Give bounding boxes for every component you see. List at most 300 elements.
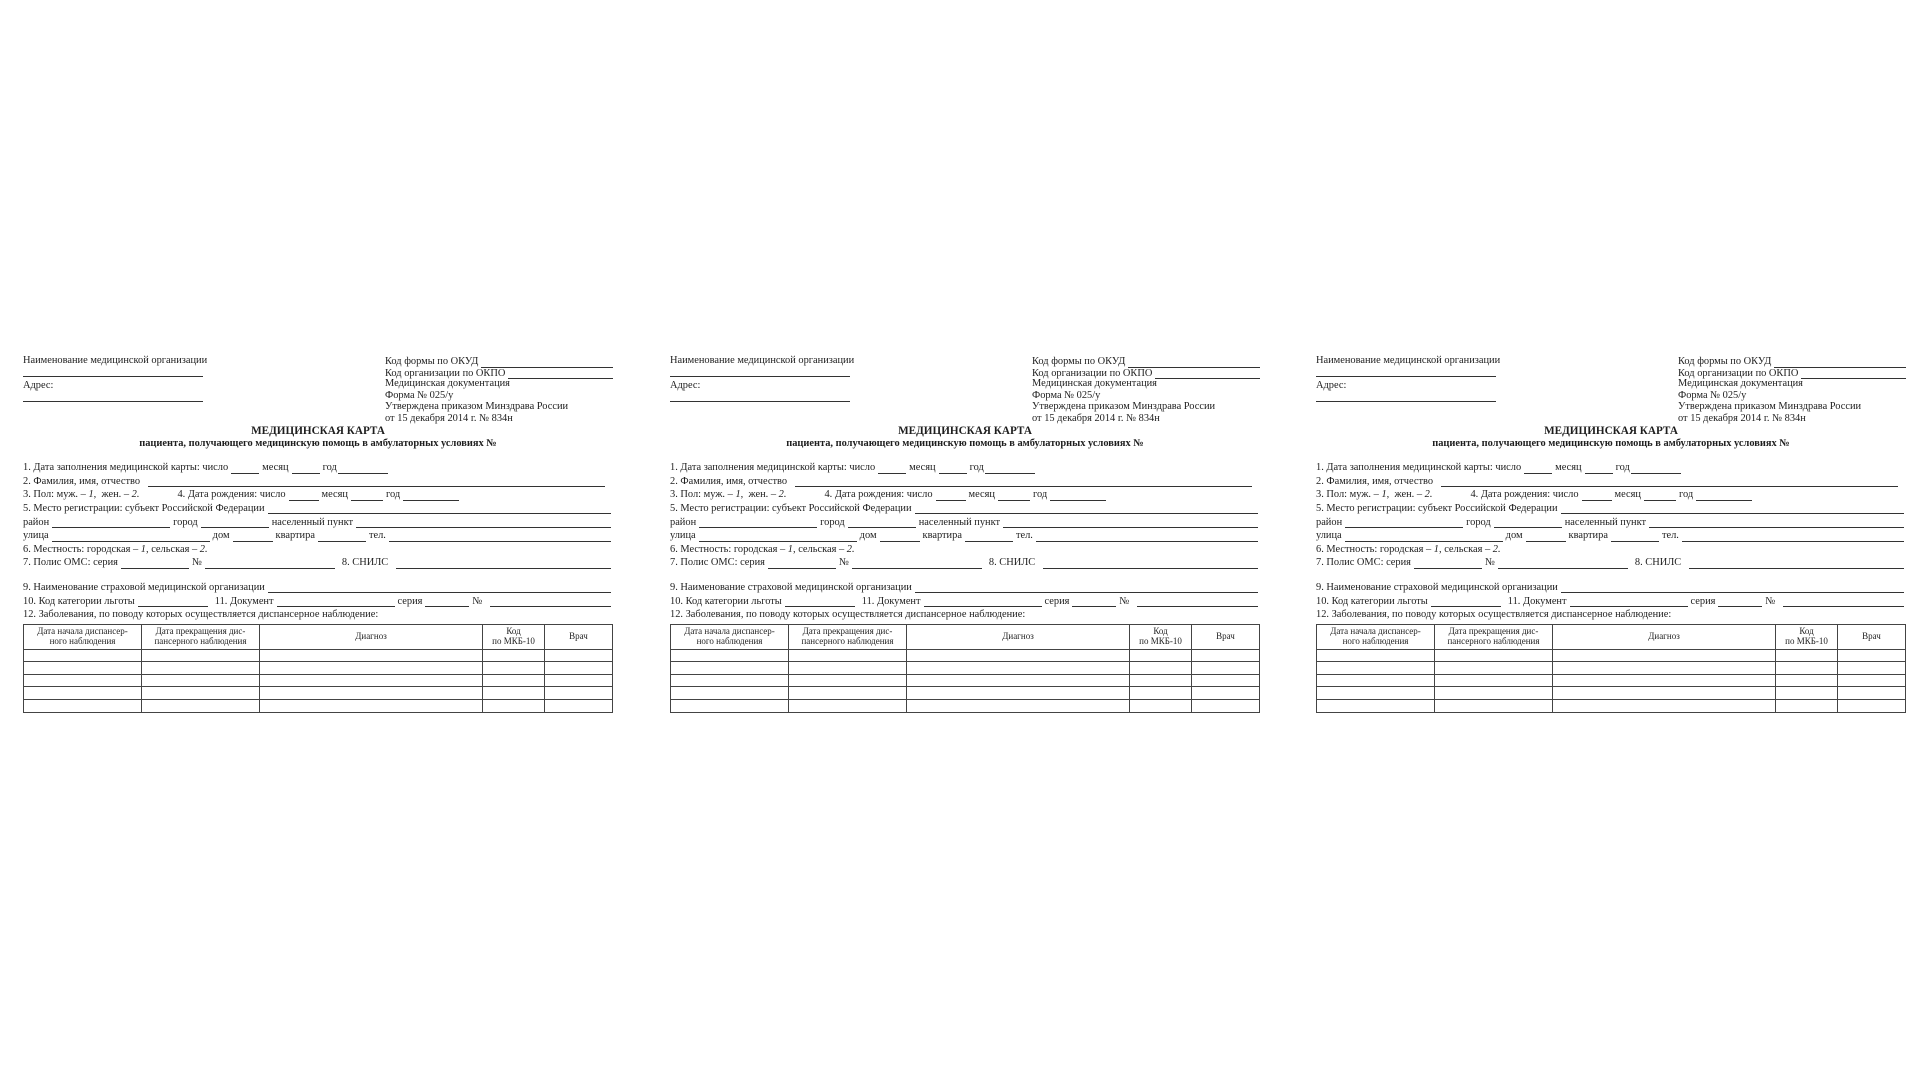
house-label: дом <box>212 530 230 542</box>
table-cell[interactable] <box>545 662 613 675</box>
full-name-line[interactable] <box>148 478 605 487</box>
female-code: 2. <box>778 489 787 501</box>
col-header-doctor <box>1838 624 1906 649</box>
okpo-label: Код организации по ОКПО <box>1032 367 1153 379</box>
table-cell[interactable] <box>1553 649 1776 662</box>
field-1-row <box>1316 460 1904 474</box>
header-line: Код <box>1153 626 1168 637</box>
field-7-label: 7. Полис ОМС: серия <box>1316 557 1411 569</box>
document-line[interactable] <box>924 598 1042 607</box>
city-line[interactable] <box>848 519 916 528</box>
table-cell[interactable] <box>1317 662 1435 675</box>
table-cell[interactable] <box>545 674 613 687</box>
org-name-label: Наименование медицинской организации <box>670 355 855 366</box>
table-cell[interactable] <box>483 699 545 712</box>
table-cell[interactable] <box>907 662 1130 675</box>
locality-line[interactable] <box>356 519 611 528</box>
phone-label: тел. <box>1015 530 1033 542</box>
table-cell[interactable] <box>907 687 1130 700</box>
table-cell[interactable] <box>142 662 260 675</box>
col-header-doctor <box>545 624 613 649</box>
org-name-label: Наименование медицинской организации <box>23 355 208 366</box>
birth-day-line[interactable] <box>936 492 966 501</box>
header-line: Диагноз <box>1648 630 1680 641</box>
table-cell[interactable] <box>671 699 789 712</box>
table-cell[interactable] <box>260 674 483 687</box>
col-header-diagnosis <box>907 624 1130 649</box>
male-code: 1, <box>735 489 744 501</box>
field-8-label: 8. СНИЛС <box>1634 557 1682 569</box>
field-1-label: 1. Дата заполнения медицинской карты: число <box>670 462 876 474</box>
table-cell[interactable] <box>789 674 907 687</box>
fill-date-year-line[interactable] <box>985 465 1035 474</box>
district-label: район <box>23 516 50 528</box>
table-cell[interactable] <box>24 687 142 700</box>
address-label: Адрес: <box>670 380 701 391</box>
table-cell[interactable] <box>1317 699 1435 712</box>
table-cell[interactable] <box>1838 649 1906 662</box>
field-12-label: 12. Заболевания, по поводу которых осуществляется диспансерное наблюдение: <box>23 609 379 621</box>
phone-label: тел. <box>368 530 386 542</box>
table-cell[interactable] <box>1553 674 1776 687</box>
birth-year-line[interactable] <box>403 492 459 501</box>
table-cell[interactable] <box>907 674 1130 687</box>
table-cell[interactable] <box>1776 674 1838 687</box>
field-7-label: 7. Полис ОМС: серия <box>23 557 118 569</box>
field-2-row <box>1316 474 1904 488</box>
approval-text: Утверждена приказом Минздрава России <box>385 401 569 412</box>
address-line[interactable] <box>1316 393 1496 402</box>
field-3-4-row <box>23 487 611 501</box>
table-cell[interactable] <box>260 687 483 700</box>
header-line: пансерного наблюдения <box>154 635 247 646</box>
form-header <box>1316 352 1906 424</box>
oms-number-label: № <box>838 557 849 569</box>
table-header-row <box>24 624 613 649</box>
table-cell[interactable] <box>1776 649 1838 662</box>
street-line[interactable] <box>52 533 210 542</box>
rural-code: 2. <box>846 543 855 555</box>
table-cell[interactable] <box>1130 662 1192 675</box>
table-cell[interactable] <box>1553 662 1776 675</box>
insurer-line[interactable] <box>1561 584 1904 593</box>
table-cell[interactable] <box>142 649 260 662</box>
doc-number-label: № <box>1119 595 1130 607</box>
table-cell[interactable] <box>1317 674 1435 687</box>
house-label: дом <box>859 530 877 542</box>
table-cell[interactable] <box>1435 699 1553 712</box>
locality-label: населенный пункт <box>918 516 1001 528</box>
col-header-start-date <box>1317 624 1435 649</box>
apartment-line[interactable] <box>1611 533 1659 542</box>
doc-series-line[interactable] <box>1072 598 1116 607</box>
table-cell[interactable] <box>545 699 613 712</box>
table-cell[interactable] <box>545 649 613 662</box>
table-cell[interactable] <box>483 674 545 687</box>
fill-date-year-line[interactable] <box>338 465 388 474</box>
table-cell[interactable] <box>483 649 545 662</box>
field-4-label: 4. Дата рождения: число <box>1470 489 1579 501</box>
district-label: район <box>670 516 697 528</box>
header-line: по МКБ-10 <box>492 635 535 646</box>
table-row <box>24 699 613 712</box>
phone-line[interactable] <box>389 533 611 542</box>
table-cell[interactable] <box>260 699 483 712</box>
fill-date-month-line[interactable] <box>1585 465 1613 474</box>
city-label: город <box>1466 516 1491 528</box>
subtitle-text: пациента, получающего медицинскую помощь в амбулаторных условиях № <box>786 438 1144 449</box>
field-1-year-label: год <box>322 462 337 474</box>
table-row <box>671 674 1260 687</box>
insurer-line[interactable] <box>915 584 1258 593</box>
region-line[interactable] <box>1561 505 1904 514</box>
rural-code: 2. <box>1492 543 1501 555</box>
form-title: МЕДИЦИНСКАЯ КАРТА <box>898 425 1032 437</box>
field-10-label: 10. Код категории льготы <box>670 595 782 607</box>
locality-line[interactable] <box>1649 519 1904 528</box>
table-row <box>1317 662 1906 675</box>
table-row <box>1317 687 1906 700</box>
table-cell[interactable] <box>24 699 142 712</box>
table-cell[interactable] <box>1435 687 1553 700</box>
table-cell[interactable] <box>1317 687 1435 700</box>
okud-line[interactable] <box>481 359 613 368</box>
doc-number-line[interactable] <box>490 598 611 607</box>
form-subtitle <box>1316 439 1906 452</box>
table-row <box>24 674 613 687</box>
table-cell[interactable] <box>671 687 789 700</box>
apartment-label: квартира <box>922 530 962 542</box>
table-cell[interactable] <box>671 674 789 687</box>
table-cell[interactable] <box>671 662 789 675</box>
org-name-line[interactable] <box>670 368 850 377</box>
field-4-year-label: год <box>1678 489 1694 501</box>
table-cell[interactable] <box>1192 699 1260 712</box>
benefit-code-line[interactable] <box>1431 598 1501 607</box>
header-line: Дата прекращения дис- <box>155 626 246 637</box>
oms-number-line[interactable] <box>1498 560 1628 569</box>
street-line[interactable] <box>699 533 857 542</box>
medical-card-form <box>1316 352 1906 732</box>
full-name-line[interactable] <box>1441 478 1898 487</box>
table-row <box>671 662 1260 675</box>
doc-number-label: № <box>472 595 483 607</box>
organization-block <box>670 356 856 404</box>
header-line: пансерного наблюдения <box>801 635 894 646</box>
table-cell[interactable] <box>1192 687 1260 700</box>
field-1-month-label: месяц <box>909 462 936 474</box>
approval-date-text: от 15 декабря 2014 г. № 834н <box>1678 412 1806 424</box>
table-header-row <box>1317 624 1906 649</box>
street-label: улица <box>1316 530 1342 542</box>
region-line[interactable] <box>915 505 1258 514</box>
field-9-row <box>23 580 611 594</box>
field-3-4-row <box>1316 487 1904 501</box>
table-cell[interactable] <box>24 662 142 675</box>
birth-day-line[interactable] <box>289 492 319 501</box>
table-cell[interactable] <box>907 649 1130 662</box>
field-3-label: 3. Пол: муж. – <box>1316 489 1379 501</box>
table-cell[interactable] <box>1776 687 1838 700</box>
field-6-row <box>23 542 611 556</box>
table-cell[interactable] <box>1192 662 1260 675</box>
field-8-label: 8. СНИЛС <box>341 557 389 569</box>
apartment-line[interactable] <box>965 533 1013 542</box>
doc-type-text: Медицинская документация <box>1032 378 1157 389</box>
table-cell[interactable] <box>545 687 613 700</box>
header-line: Код <box>506 626 521 637</box>
birth-day-line[interactable] <box>1582 492 1612 501</box>
fill-date-year-line[interactable] <box>1631 465 1681 474</box>
field-2-row <box>23 474 611 488</box>
district-line[interactable] <box>1345 519 1463 528</box>
apartment-line[interactable] <box>318 533 366 542</box>
table-cell[interactable] <box>789 687 907 700</box>
full-name-line[interactable] <box>795 478 1252 487</box>
oms-number-line[interactable] <box>205 560 335 569</box>
org-name-line[interactable] <box>1316 368 1496 377</box>
table-cell[interactable] <box>789 662 907 675</box>
rural-label: сельская – <box>151 543 198 555</box>
doc-type-text: Медицинская документация <box>385 378 510 389</box>
oms-series-line[interactable] <box>121 560 189 569</box>
locality-label: населенный пункт <box>271 516 354 528</box>
table-cell[interactable] <box>1130 699 1192 712</box>
fill-date-month-line[interactable] <box>292 465 320 474</box>
field-9-row <box>1316 580 1904 594</box>
field-7-8-row <box>670 555 1258 569</box>
field-5-street-row <box>1316 528 1904 542</box>
fill-date-month-line[interactable] <box>939 465 967 474</box>
house-label: дом <box>1505 530 1523 542</box>
okud-line[interactable] <box>1774 359 1906 368</box>
okpo-line[interactable] <box>1155 370 1260 379</box>
rural-label: сельская – <box>798 543 845 555</box>
form-number-text: Форма № 025/у <box>1678 389 1747 401</box>
table-cell[interactable] <box>1435 649 1553 662</box>
table-cell[interactable] <box>1838 687 1906 700</box>
header-line: Врач <box>569 630 588 641</box>
header-line: Диагноз <box>1002 630 1034 641</box>
benefit-code-line[interactable] <box>785 598 855 607</box>
fill-date-day-line[interactable] <box>1524 465 1552 474</box>
doc-series-line[interactable] <box>1718 598 1762 607</box>
doc-number-line[interactable] <box>1783 598 1904 607</box>
city-line[interactable] <box>201 519 269 528</box>
field-4-year-label: год <box>385 489 401 501</box>
subtitle-text: пациента, получающего медицинскую помощь в амбулаторных условиях № <box>1432 438 1790 449</box>
doc-number-line[interactable] <box>1137 598 1258 607</box>
snils-line[interactable] <box>1689 560 1904 569</box>
form-codes-block <box>385 356 613 425</box>
fill-date-day-line[interactable] <box>231 465 259 474</box>
street-line[interactable] <box>1345 533 1503 542</box>
table-cell[interactable] <box>1130 687 1192 700</box>
table-cell[interactable] <box>1553 699 1776 712</box>
field-1-row <box>670 460 1258 474</box>
table-row <box>1317 674 1906 687</box>
document-line[interactable] <box>1570 598 1688 607</box>
oms-number-line[interactable] <box>852 560 982 569</box>
table-cell[interactable] <box>24 649 142 662</box>
birth-month-line[interactable] <box>1644 492 1676 501</box>
address-line[interactable] <box>670 393 850 402</box>
field-6-label: 6. Местность: городская – <box>23 543 139 555</box>
table-header-row <box>671 624 1260 649</box>
phone-line[interactable] <box>1036 533 1258 542</box>
org-name-line[interactable] <box>23 368 203 377</box>
table-cell[interactable] <box>789 649 907 662</box>
table-cell[interactable] <box>789 699 907 712</box>
table-cell[interactable] <box>142 687 260 700</box>
field-1-row <box>23 460 611 474</box>
header-line: Дата начала диспансер- <box>37 626 128 637</box>
table-row <box>671 699 1260 712</box>
oms-series-line[interactable] <box>768 560 836 569</box>
benefit-code-line[interactable] <box>138 598 208 607</box>
organization-block <box>1316 356 1502 404</box>
district-label: район <box>1316 516 1343 528</box>
okud-line[interactable] <box>1128 359 1260 368</box>
insurer-line[interactable] <box>268 584 611 593</box>
district-line[interactable] <box>52 519 170 528</box>
col-header-doctor <box>1192 624 1260 649</box>
table-cell[interactable] <box>1776 699 1838 712</box>
document-line[interactable] <box>277 598 395 607</box>
approval-date-text: от 15 декабря 2014 г. № 834н <box>1032 412 1160 424</box>
table-row <box>671 687 1260 700</box>
table-cell[interactable] <box>483 662 545 675</box>
table-cell[interactable] <box>671 649 789 662</box>
street-label: улица <box>670 530 696 542</box>
field-6-label: 6. Местность: городская – <box>670 543 786 555</box>
oms-series-line[interactable] <box>1414 560 1482 569</box>
organization-block <box>23 356 209 404</box>
okpo-line[interactable] <box>1801 370 1906 379</box>
fill-date-day-line[interactable] <box>878 465 906 474</box>
birth-month-line[interactable] <box>998 492 1030 501</box>
table-cell[interactable] <box>1838 674 1906 687</box>
table-cell[interactable] <box>1435 674 1553 687</box>
table-cell[interactable] <box>1435 662 1553 675</box>
field-2-label: 2. Фамилия, имя, отчество <box>670 475 788 487</box>
approval-text: Утверждена приказом Минздрава России <box>1678 401 1862 412</box>
doc-series-label: серия <box>397 595 423 607</box>
field-1-label: 1. Дата заполнения медицинской карты: число <box>1316 462 1522 474</box>
table-cell[interactable] <box>1130 649 1192 662</box>
table-cell[interactable] <box>1192 674 1260 687</box>
rural-code: 2. <box>199 543 208 555</box>
table-cell[interactable] <box>24 674 142 687</box>
birth-year-line[interactable] <box>1696 492 1752 501</box>
col-header-diagnosis <box>260 624 483 649</box>
field-4-year-label: год <box>1032 489 1048 501</box>
house-line[interactable] <box>880 533 920 542</box>
doc-series-line[interactable] <box>425 598 469 607</box>
field-6-row <box>1316 542 1904 556</box>
okpo-line[interactable] <box>508 370 613 379</box>
field-5-row <box>23 501 611 515</box>
table-cell[interactable] <box>1130 674 1192 687</box>
header-line: по МКБ-10 <box>1785 635 1828 646</box>
header-line: Диагноз <box>355 630 387 641</box>
oms-number-label: № <box>191 557 202 569</box>
table-cell[interactable] <box>1776 662 1838 675</box>
field-5-label: 5. Место регистрации: субъект Российской Федерации <box>1316 502 1558 514</box>
field-1-year-label: год <box>1615 462 1630 474</box>
dispensary-table <box>670 624 1260 713</box>
city-line[interactable] <box>1494 519 1562 528</box>
field-2-label: 2. Фамилия, имя, отчество <box>23 475 141 487</box>
birth-year-line[interactable] <box>1050 492 1106 501</box>
medical-card-form <box>23 352 613 732</box>
table-cell[interactable] <box>1838 662 1906 675</box>
form-fields <box>1316 460 1904 621</box>
table-cell[interactable] <box>907 699 1130 712</box>
table-row <box>671 649 1260 662</box>
field-5-label: 5. Место регистрации: субъект Российской Федерации <box>670 502 912 514</box>
female-code: 2. <box>131 489 140 501</box>
table-row <box>1317 649 1906 662</box>
table-cell[interactable] <box>142 699 260 712</box>
table-cell[interactable] <box>1317 649 1435 662</box>
table-cell[interactable] <box>1192 649 1260 662</box>
field-11-label: 11. Документ <box>861 595 921 607</box>
org-name-label: Наименование медицинской организации <box>1316 355 1501 366</box>
doc-series-label: серия <box>1044 595 1070 607</box>
header-line: ного наблюдения <box>49 635 116 646</box>
oms-number-label: № <box>1484 557 1495 569</box>
doc-series-label: серия <box>1690 595 1716 607</box>
field-4-label: 4. Дата рождения: число <box>177 489 286 501</box>
field-7-8-row <box>23 555 611 569</box>
address-line[interactable] <box>23 393 203 402</box>
table-cell[interactable] <box>260 662 483 675</box>
doc-number-label: № <box>1765 595 1776 607</box>
table-row <box>1317 699 1906 712</box>
table-cell[interactable] <box>1553 687 1776 700</box>
snils-line[interactable] <box>396 560 611 569</box>
field-2-row <box>670 474 1258 488</box>
locality-line[interactable] <box>1003 519 1258 528</box>
field-1-label: 1. Дата заполнения медицинской карты: число <box>23 462 229 474</box>
field-2-label: 2. Фамилия, имя, отчество <box>1316 475 1434 487</box>
header-line: Дата начала диспансер- <box>684 626 775 637</box>
house-line[interactable] <box>1526 533 1566 542</box>
district-line[interactable] <box>699 519 817 528</box>
field-5-district-row <box>23 514 611 528</box>
snils-line[interactable] <box>1043 560 1258 569</box>
table-cell[interactable] <box>260 649 483 662</box>
region-line[interactable] <box>268 505 611 514</box>
table-cell[interactable] <box>142 674 260 687</box>
medical-card-form <box>670 352 1260 732</box>
table-cell[interactable] <box>483 687 545 700</box>
address-label: Адрес: <box>23 380 54 391</box>
field-4-month-label: месяц <box>968 489 995 501</box>
approval-text: Утверждена приказом Минздрава России <box>1032 401 1216 412</box>
house-line[interactable] <box>233 533 273 542</box>
phone-line[interactable] <box>1682 533 1904 542</box>
header-line: ного наблюдения <box>696 635 763 646</box>
form-subtitle <box>23 439 613 452</box>
birth-month-line[interactable] <box>351 492 383 501</box>
male-code: 1, <box>1381 489 1390 501</box>
table-cell[interactable] <box>1838 699 1906 712</box>
approval-date-text: от 15 декабря 2014 г. № 834н <box>385 412 513 424</box>
field-10-11-row <box>1316 593 1904 607</box>
header-line: Дата начала диспансер- <box>1330 626 1421 637</box>
